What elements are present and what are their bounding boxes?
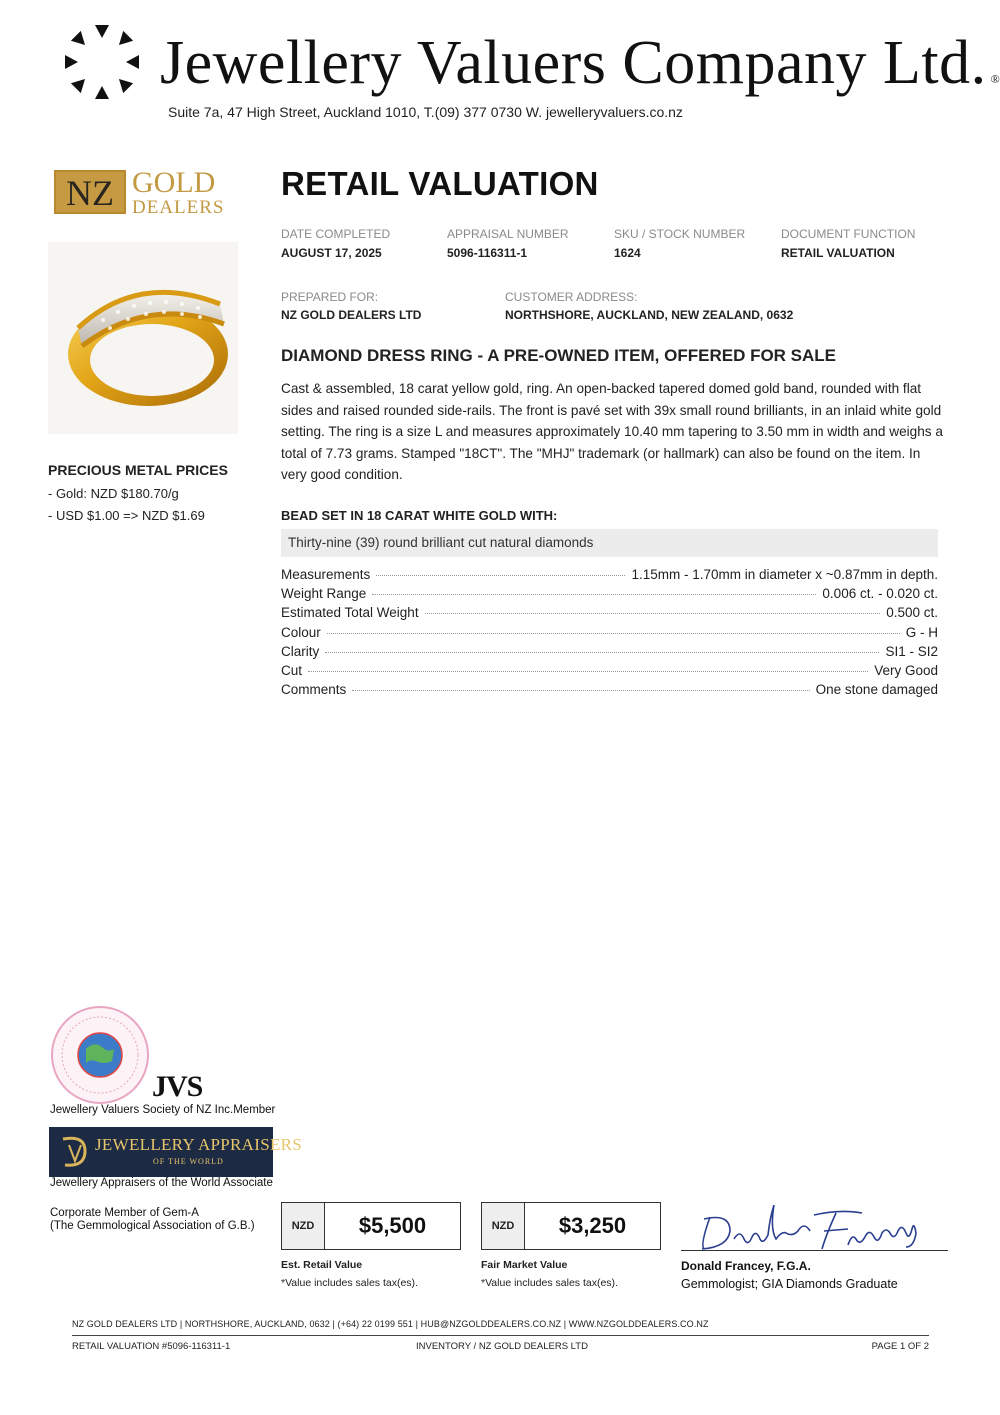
- prepared-for-value: NZ GOLD DEALERS LTD: [281, 308, 422, 322]
- gem-a-membership: [50, 1207, 255, 1233]
- spec-key: Weight Range: [281, 586, 367, 602]
- spec-key: Cut: [281, 662, 303, 678]
- jaw-monogram-icon: [55, 1133, 93, 1171]
- retail-value-box: [281, 1202, 461, 1250]
- nz-gold-dealers-logo: [54, 166, 232, 218]
- meta-value: 5096-116311-1: [447, 246, 528, 260]
- footer-reference: RETAIL VALUATION #5096-116311-1: [72, 1341, 231, 1352]
- spec-value: SI1 - SI2: [885, 643, 938, 659]
- retail-value-note: *Value includes sales tax(es).: [281, 1277, 418, 1289]
- footer-inventory: INVENTORY / NZ GOLD DEALERS LTD: [416, 1341, 588, 1352]
- fmv-amount: $3,250: [558, 1213, 627, 1238]
- spec-value: G - H: [905, 624, 938, 640]
- footer-divider: [72, 1335, 929, 1336]
- spec-value: Very Good: [874, 662, 938, 678]
- signature-icon: [690, 1205, 950, 1255]
- signer-credentials: Gemmologist; GIA Diamonds Graduate: [681, 1277, 898, 1291]
- meta-label: SKU / STOCK NUMBER: [614, 227, 746, 241]
- spec-key: Clarity: [281, 643, 320, 659]
- setting-title: BEAD SET IN 18 CARAT WHITE GOLD WITH:: [281, 508, 558, 523]
- signer-name: Donald Francey, F.G.A.: [681, 1259, 811, 1273]
- retail-currency: NZD: [282, 1203, 325, 1249]
- customer-address-value: NORTHSHORE, AUCKLAND, NEW ZEALAND, 0632: [505, 308, 794, 322]
- company-logo-icon: [62, 22, 142, 102]
- fmv-currency: NZD: [482, 1203, 525, 1249]
- spec-row: [281, 567, 938, 586]
- jvs-caption: Jewellery Valuers Society of NZ Inc.Member: [50, 1104, 276, 1116]
- spec-key: Measurements: [281, 567, 371, 582]
- fmv-label: Fair Market Value: [481, 1259, 568, 1271]
- meta-value: 1624: [614, 246, 641, 260]
- gold-price: - Gold: NZD $180.70/g: [48, 486, 179, 501]
- nz-logo-dealers: DEALERS: [132, 197, 225, 218]
- gem-a-line-1: Corporate Member of Gem-A: [50, 1207, 199, 1219]
- nz-logo-gold: GOLD: [132, 166, 216, 199]
- footer-page-number: PAGE 1 OF 2: [871, 1341, 929, 1352]
- company-address: Suite 7a, 47 High Street, Auckland 1010, T.(09) 377 0730 W. jewelleryvaluers.co.nz: [168, 104, 683, 120]
- retail-value-label: Est. Retail Value: [281, 1259, 363, 1271]
- spec-value: 1.15mm - 1.70mm in diameter x ~0.87mm in depth.: [631, 567, 938, 582]
- meta-value: RETAIL VALUATION: [781, 246, 895, 260]
- spec-key: Comments: [281, 682, 347, 698]
- meta-label: DOCUMENT FUNCTION: [781, 227, 916, 241]
- fmv-note: *Value includes sales tax(es).: [481, 1277, 618, 1289]
- item-description: Cast & assembled, 18 carat yellow gold, ring. An open-backed tapered domed gold band, rounded with flat sides and raised rounded side-rails. The front is pavé set with 39x small round brilliants, in an inlaid white gold setting. The ring is a size L and measures approximately 10.40 mm tapering to 3.50 mm in width and weighs a total of 7.73 grams. Stamped "18CT". The "MHJ" trademark (or hallmark) can also be found on the item. In very good condition.: [281, 381, 943, 482]
- spec-row: [281, 644, 938, 663]
- nz-logo-box: NZ: [54, 170, 126, 214]
- spec-row: [281, 663, 938, 682]
- spec-list: [281, 567, 938, 701]
- meta-value: AUGUST 17, 2025: [281, 246, 382, 260]
- meta-label: DATE COMPLETED: [281, 227, 391, 241]
- footer-contact: NZ GOLD DEALERS LTD | NORTHSHORE, AUCKLAND, 0632 | (+64) 22 0199 551 | HUB@NZGOLDDEALERS.CO.NZ | WWW.NZGOLDDEALERS.CO.NZ: [72, 1319, 709, 1329]
- company-name: Jewellery Valuers Company Ltd. ®: [160, 29, 1000, 97]
- jvs-logo: JVS: [152, 1070, 203, 1103]
- customer-address-label: CUSTOMER ADDRESS:: [505, 290, 638, 304]
- spec-key: Estimated Total Weight: [281, 605, 419, 621]
- signature-line: [681, 1250, 948, 1251]
- stone-description: Thirty-nine (39) round brilliant cut natural diamonds: [281, 529, 938, 557]
- spec-value: One stone damaged: [815, 682, 938, 698]
- document-title: RETAIL VALUATION: [281, 165, 599, 202]
- spec-row: [281, 625, 938, 644]
- fair-market-value-box: [481, 1202, 661, 1250]
- jaw-logo: [49, 1127, 303, 1177]
- jaw-subtitle: OF THE WORLD: [153, 1157, 224, 1166]
- gem-a-line-2: (The Gemmological Association of G.B.): [50, 1220, 255, 1232]
- ring-photo: [48, 242, 238, 434]
- metal-prices-title: PRECIOUS METAL PRICES: [48, 462, 228, 478]
- spec-key: Colour: [281, 624, 321, 640]
- valuers-seal-icon: [50, 1005, 150, 1105]
- exchange-rate: - USD $1.00 => NZD $1.69: [48, 508, 205, 523]
- prepared-for-label: PREPARED FOR:: [281, 290, 379, 304]
- item-title: DIAMOND DRESS RING - A PRE-OWNED ITEM, OFFERED FOR SALE: [281, 346, 837, 365]
- spec-row: [281, 586, 938, 605]
- spec-row: [281, 605, 938, 624]
- jaw-title: JEWELLERY APPRAISERS: [95, 1135, 303, 1154]
- spec-value: 0.500 ct.: [886, 605, 938, 621]
- jaw-caption: Jewellery Appraisers of the World Associate: [50, 1177, 273, 1189]
- meta-label: APPRAISAL NUMBER: [447, 227, 569, 241]
- spec-value: 0.006 ct. - 0.020 ct.: [822, 586, 938, 602]
- spec-row: [281, 682, 938, 701]
- retail-amount: $5,500: [358, 1213, 427, 1238]
